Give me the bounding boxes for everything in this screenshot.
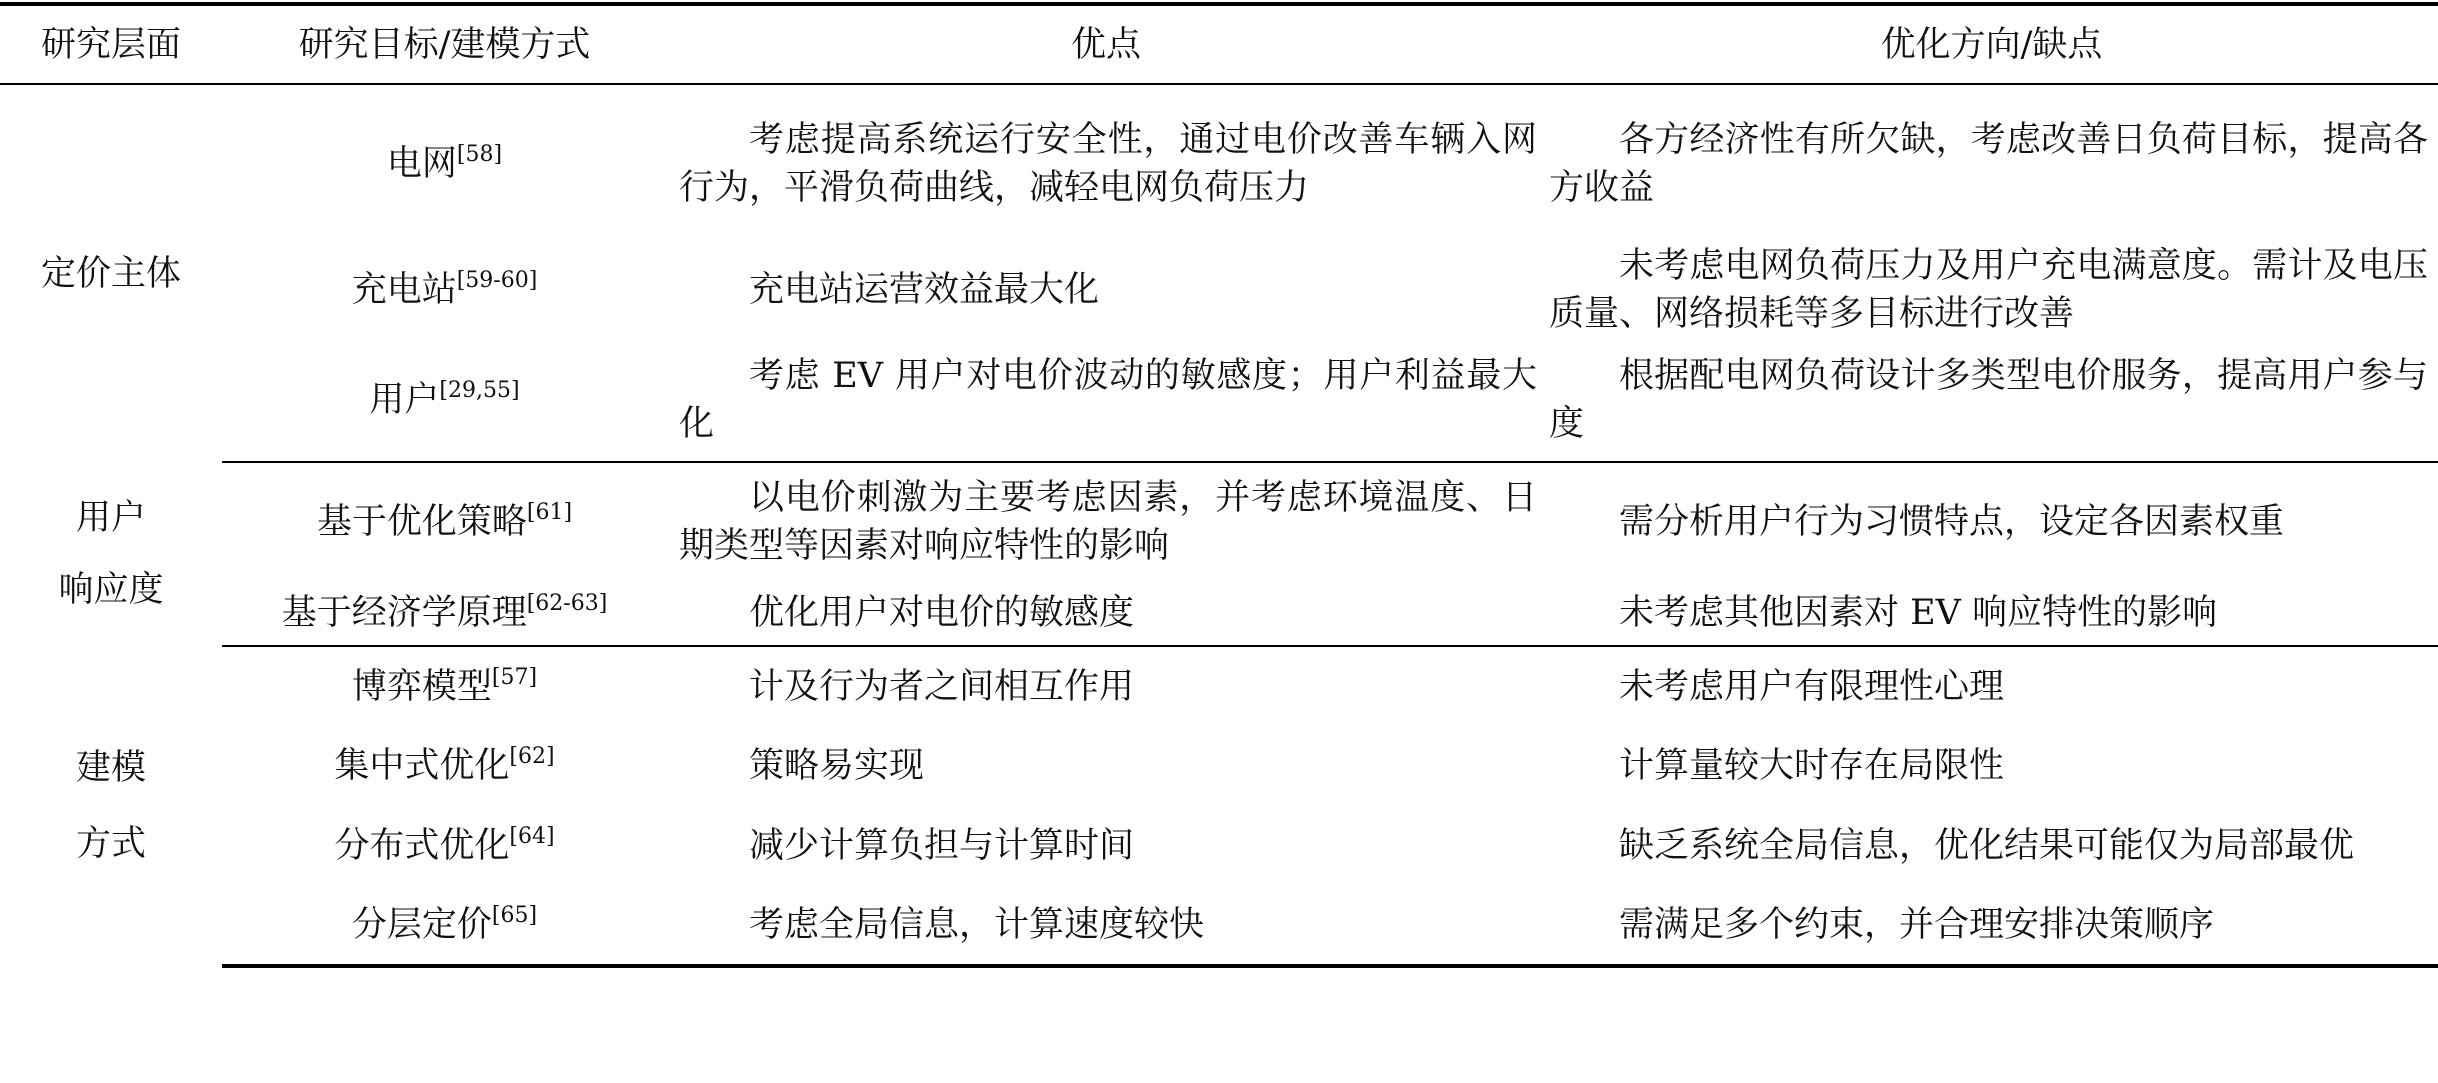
header-advantages: 优点 (667, 4, 1545, 84)
target-name: 用户 (369, 379, 440, 420)
group-label-modeling-line1: 建模 (75, 748, 146, 788)
table-row (0, 726, 2438, 806)
advantages-cell: 策略易实现 (749, 746, 925, 786)
target-name: 博弈模型 (351, 666, 492, 707)
advantages-cell: 优化用户对电价的敏感度 (667, 580, 1545, 646)
target-cell (222, 84, 667, 242)
group-label-response-line2: 响应度 (58, 570, 164, 610)
target-name: 分布式优化 (334, 826, 510, 866)
advantages-cell: 考虑提高系统运行安全性，通过电价改善车辆入网行为，平滑负荷曲线，减轻电网负荷压力 (679, 119, 1537, 208)
target-name: 电网 (386, 143, 457, 184)
table-row (0, 646, 2438, 726)
direction-cell: 未考虑用户有限理性心理 (1619, 666, 2005, 707)
comparison-table (0, 2, 2438, 968)
direction-cell: 缺乏系统全局信息，优化结果可能仅为局部最优 (1619, 826, 2355, 866)
table-row (0, 886, 2438, 966)
header-optimization-direction: 优化方向/缺点 (1545, 4, 2438, 84)
advantages-cell: 计及行为者之间相互作用 (749, 666, 1135, 707)
target-cell (222, 886, 667, 966)
citation-ref: [62] (509, 744, 555, 769)
table-row (0, 806, 2438, 886)
direction-cell: 计算量较大时存在局限性 (1619, 746, 2005, 786)
group-label-modeling (0, 646, 222, 966)
citation-ref: [64] (509, 824, 555, 849)
direction-cell: 需满足多个约束，并合理安排决策顺序 (1545, 886, 2438, 966)
citation-ref: [65] (491, 903, 538, 928)
group-label-response (0, 462, 222, 646)
direction-cell: 未考虑电网负荷压力及用户充电满意度。需计及电压质量、网络损耗等多目标进行改善 (1549, 246, 2428, 334)
group-label-modeling-line2: 方式 (75, 824, 146, 864)
target-cell (222, 646, 667, 726)
table-row (0, 580, 2438, 646)
group-label-pricing-text: 定价主体 (40, 253, 181, 294)
table-row (0, 462, 2438, 580)
group-label-pricing (0, 84, 222, 462)
table-body (0, 84, 2438, 966)
direction-cell: 未考虑其他因素对 EV 响应特性的影响 (1545, 580, 2438, 646)
target-name: 分层定价 (351, 905, 492, 945)
table-header (0, 4, 2438, 84)
advantages-cell: 充电站运营效益最大化 (749, 270, 1100, 310)
direction-cell: 各方经济性有所欠缺，考虑改善日负荷目标，提高各方收益 (1549, 119, 2428, 208)
citation-ref: [29,55] (439, 377, 520, 403)
header-research-level: 研究层面 (0, 4, 222, 84)
direction-cell: 根据配电网负荷设计多类型电价服务，提高用户参与度 (1545, 338, 2438, 462)
target-cell (222, 806, 667, 886)
advantages-cell: 以电价刺激为主要考虑因素，并考虑环境温度、日期类型等因素对响应特性的影响 (679, 477, 1537, 566)
target-cell (222, 462, 667, 580)
citation-ref: [61] (526, 499, 573, 525)
target-name: 充电站 (351, 270, 457, 310)
direction-cell: 需分析用户行为习惯特点，设定各因素权重 (1619, 501, 2285, 542)
advantages-cell: 考虑 EV 用户对电价波动的敏感度；用户利益最大化 (667, 338, 1545, 462)
citation-ref: [59-60] (456, 268, 538, 293)
target-cell (222, 338, 667, 462)
target-cell (222, 242, 667, 338)
header-row (0, 4, 2438, 84)
target-cell (222, 726, 667, 806)
table-row (0, 338, 2438, 462)
target-name: 基于优化策略 (316, 501, 527, 542)
table-row (0, 84, 2438, 242)
target-name: 集中式优化 (334, 746, 510, 786)
advantages-cell: 考虑全局信息，计算速度较快 (667, 886, 1545, 966)
citation-ref: [58] (456, 141, 503, 167)
citation-ref: [62-63] (526, 590, 608, 616)
target-name: 基于经济学原理 (281, 592, 527, 633)
header-research-target: 研究目标/建模方式 (222, 4, 667, 84)
target-cell (222, 580, 667, 646)
group-label-response-line1: 用户 (75, 498, 146, 538)
citation-ref: [57] (491, 664, 538, 690)
advantages-cell: 减少计算负担与计算时间 (749, 826, 1135, 866)
table-row (0, 242, 2438, 338)
